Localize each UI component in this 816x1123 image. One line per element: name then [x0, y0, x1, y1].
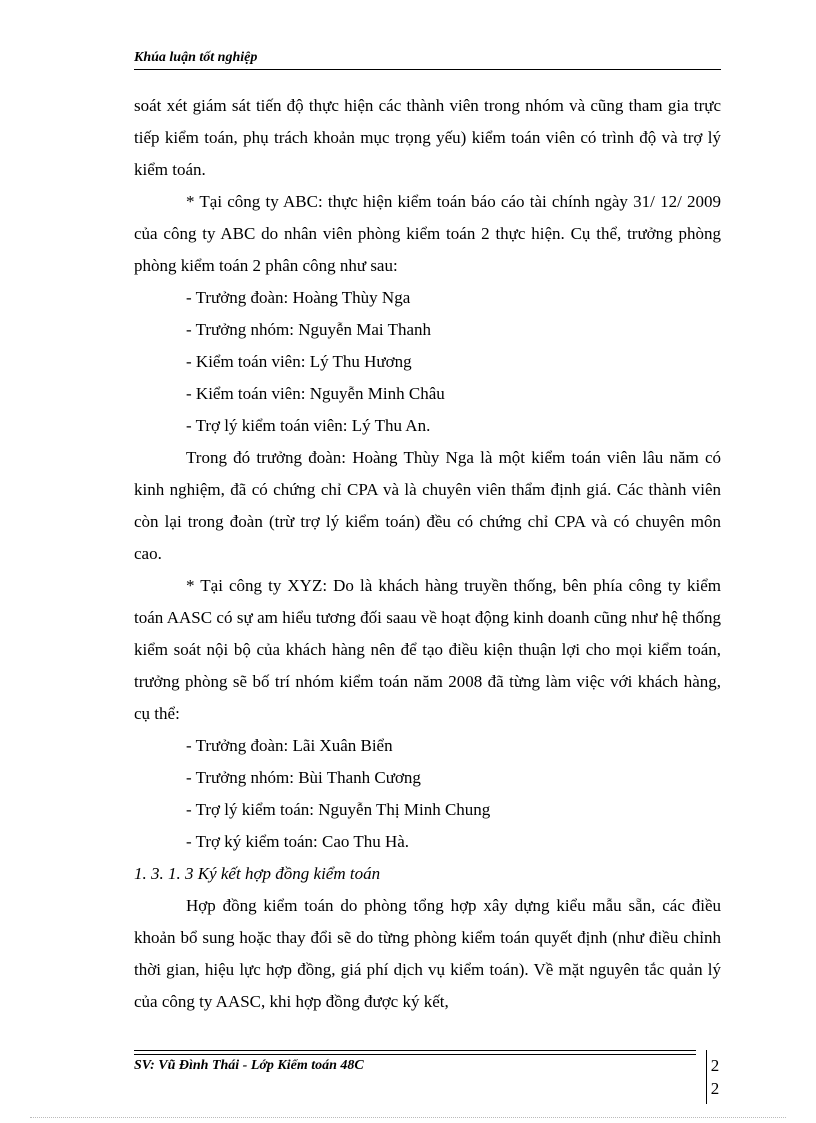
- paragraph-xyz-company: * Tại công ty XYZ: Do là khách hàng truyền thống, bên phía công ty kiểm toán AASC có sự am hiểu tương đối saau về hoạt động kinh doanh cũng như hệ thống kiểm soát nội bộ của khách hàng nên để tạo điều kiện thuận lợi cho mọi kiểm toán, trưởng phòng sẽ bố trí nhóm kiểm toán năm 2008 đã từng làm việc với khách hàng, cụ thể:: [134, 576, 721, 723]
- list-item-xyz-3: - Trợ lý kiểm toán: Nguyễn Thị Minh Chung: [186, 800, 491, 819]
- list-item-abc-4: - Kiểm toán viên: Nguyễn Minh Châu: [186, 384, 445, 403]
- page-header: Khúa luận tốt nghiệp: [134, 47, 721, 70]
- list-item-abc-1: - Trưởng đoàn: Hoàng Thùy Nga: [186, 288, 411, 307]
- footer-divider: [134, 1050, 696, 1055]
- paragraph-audit-team-intro: soát xét giám sát tiến độ thực hiện các thành viên trong nhóm và cũng tham gia trực tiếp kiểm toán, phụ trách khoản mục trọng yếu) kiểm toán viên có trình độ và trợ lý kiểm toán.: [134, 96, 721, 179]
- list-item-xyz-1: - Trưởng đoàn: Lãi Xuân Biển: [186, 736, 393, 755]
- footer-author: SV: Vũ Đình Thái - Lớp Kiểm toán 48C: [134, 1058, 364, 1073]
- paragraph-contract: Hợp đồng kiểm toán do phòng tổng hợp xây dựng kiểu mẫu sẵn, các điều khoản bổ sung hoặc thay đổi sẽ do từng phòng kiểm toán quyết định (như điều chỉnh thời gian, hiệu lực hợp đồng, giá phí dịch vụ kiểm toán). Về mặt nguyên tắc quản lý của công ty AASC, khi hợp đồng được ký kết,: [134, 896, 721, 1011]
- page-bottom-edge: [30, 1117, 786, 1118]
- page-number-divider: [706, 1050, 707, 1104]
- page-number: [708, 1054, 722, 1100]
- list-item-xyz-2: - Trưởng nhóm: Bùi Thanh Cương: [186, 768, 421, 787]
- paragraph-team-lead-description: Trong đó trưởng đoàn: Hoàng Thùy Nga là một kiểm toán viên lâu năm có kinh nghiệm, đã có chứng chỉ CPA và là chuyên viên thẩm định giá. Các thành viên còn lại trong đoàn (trừ trợ lý kiểm toán) đều có chứng chỉ CPA và có chuyên môn cao.: [134, 448, 721, 563]
- list-item-abc-2: - Trưởng nhóm: Nguyễn Mai Thanh: [186, 320, 432, 339]
- document-body: [134, 90, 721, 1018]
- paragraph-abc-company: * Tại công ty ABC: thực hiện kiểm toán báo cáo tài chính ngày 31/ 12/ 2009 của công ty ABC do nhân viên phòng kiểm toán 2 thực hiện. Cụ thể, trưởng phòng phòng kiểm toán 2 phân công như sau:: [134, 192, 721, 275]
- list-item-abc-5: - Trợ lý kiểm toán viên: Lý Thu An.: [186, 416, 431, 435]
- page-number-digit-2: 2: [710, 1079, 720, 1098]
- section-heading: 1. 3. 1. 3 Ký kết hợp đồng kiểm toán: [134, 864, 381, 883]
- page-number-digit-1: 2: [710, 1056, 720, 1075]
- list-item-xyz-4: - Trợ ký kiểm toán: Cao Thu Hà.: [186, 832, 410, 851]
- list-item-abc-3: - Kiểm toán viên: Lý Thu Hương: [186, 352, 412, 371]
